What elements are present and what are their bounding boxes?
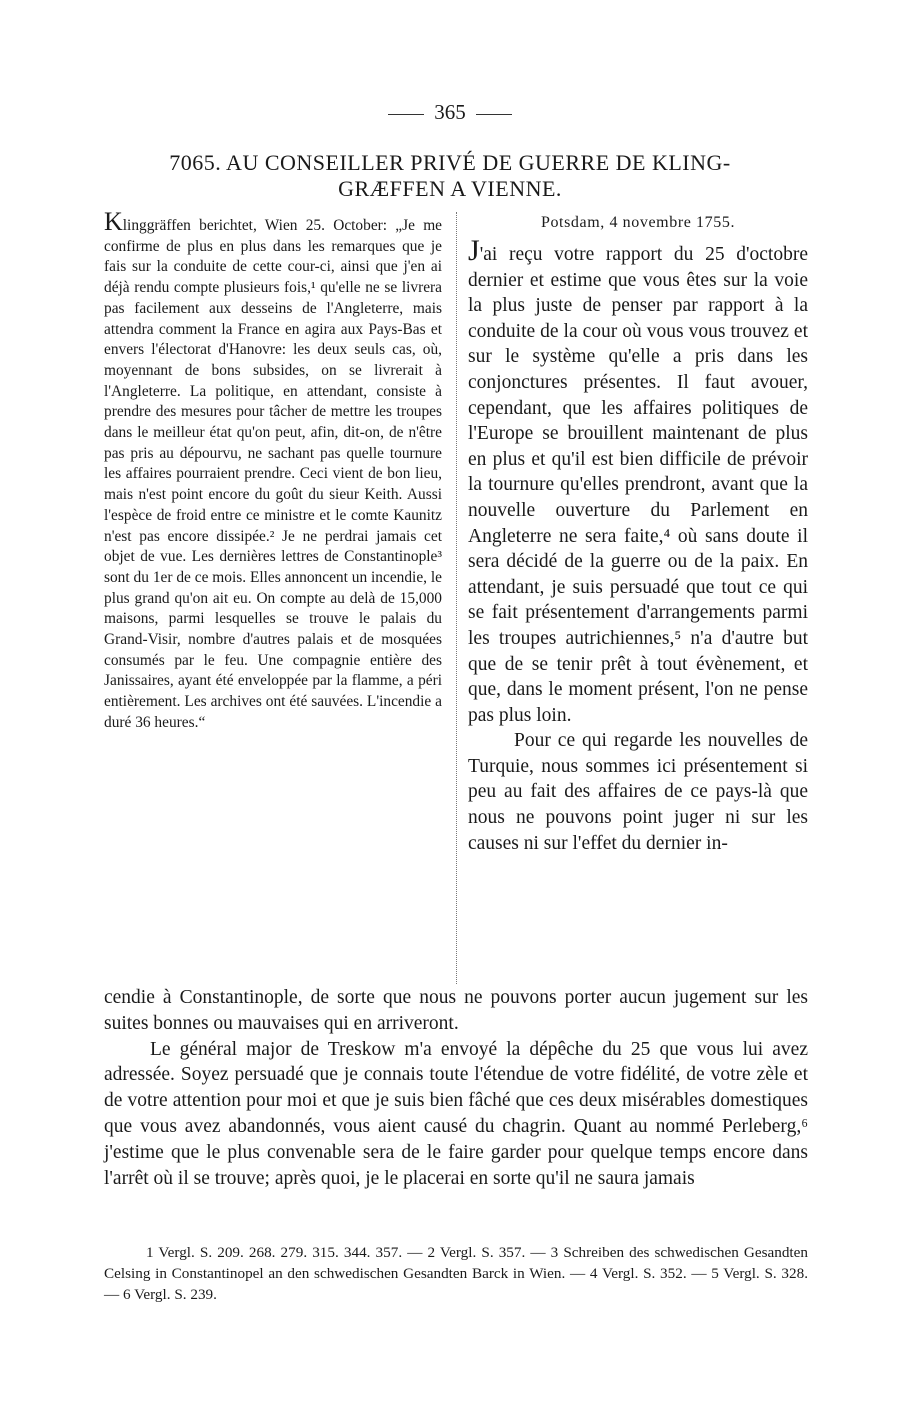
page-number-dash-left xyxy=(388,114,424,115)
letter-paragraph-1 xyxy=(468,234,808,728)
letter-column xyxy=(468,212,808,856)
footnotes-text: 1 Vergl. S. 209. 268. 279. 315. 344. 357. — 2 Vergl. S. 357. — 3 Schreiben des schwedischen Gesandten Celsing in Constantinopel an den schwedischen Gesandten Barck in Wien. — 4 Vergl. S. 352. — 5 Vergl. S. 328. — 6 Vergl. S. 239. xyxy=(104,1244,808,1303)
document-heading xyxy=(120,150,780,202)
heading-line-2: GRÆFFEN A VIENNE. xyxy=(338,176,562,201)
summary-initial: K xyxy=(104,207,123,236)
letter-initial: J xyxy=(468,234,480,267)
dateline: Potsdam, 4 novembre 1755. xyxy=(540,214,736,231)
letter-paragraph-2-continued: cendie à Constantinople, de sorte que nous ne pouvons porter aucun jugement sur les suites bonnes ou mauvaises qui en arriveront. xyxy=(104,987,808,1034)
letter-paragraph-1-text: 'ai reçu votre rapport du 25 d'octobre dernier et estime que vous êtes sur la voie la plus juste de penser par rapport à la conduite de la cour où vous vous trouvez et sur le système qu'elle a pris dans les conjonctures présentes. Il faut avouer, cependant, que les affaires politiques de l'Europe se brouillent maintenant de plus en plus et qu'il est bien difficile de prévoir la tournure qu'elles prendront, avant que la nouvelle ouverture du Parlement en Angleterre ne sera faite,⁴ où sans doute il sera décidé de la guerre ou de la paix. En attendant, je suis persuadé que tout ce qui se fait présentement d'arrangements parmi les troupes autrichiennes,⁵ n'a d'autre but que de se tenir prêt à tout évènement, et que, dans le moment présent, l'on ne pense pas plus loin. xyxy=(468,244,808,726)
page-number-text: 365 xyxy=(434,100,466,124)
page-number-dash-right xyxy=(476,114,512,115)
footnotes xyxy=(104,1242,808,1305)
column-divider xyxy=(456,212,457,984)
page-number xyxy=(0,100,900,125)
letter-paragraph-2: Pour ce qui regarde les nouvelles de Turquie, nous sommes ici présentement si peu au fait des affaires de ce pays-là que nous ne pouvons point juger ni sur les causes ni sur l'effet du dernier in- xyxy=(468,730,808,854)
heading-line-1: 7065. AU CONSEILLER PRIVÉ DE GUERRE DE KLING- xyxy=(169,150,731,175)
report-summary xyxy=(104,207,442,734)
letter-paragraph-3: Le général major de Treskow m'a envoyé la dépêche du 25 que vous lui avez adressée. Soyez persuadé que je connais toute l'étendue de votre fidélité, de votre zèle et de votre attention pour moi et que je suis bien fâché que ces deux misérables domestiques que vous avez abandonnés, vous aient causé du chagrin. Quant au nommé Perleberg,⁶ j'estime que le plus convenable sera de le faire garder pour quelque temps encore dans l'arrêt où il se trouve; après quoi, je le placerai en sorte qu'il ne saura jamais xyxy=(104,1038,808,1189)
summary-text: linggräffen berichtet, Wien 25. October: „Je me confirme de plus en plus dans les remarques que je fais sur la conduite de cette cour-ci, ainsi que j'en ai déjà rendu compte plusieurs fois,¹ qu'elle ne se livrera pas facilement aux desseins de l'Angleterre, mais attendra comment la France en agira aux Pays-Bas et envers l'électorat d'Hanovre: les deux seuls cas, où, moyennant de bons subsides, on se livrerait à l'Angleterre. La politique, en attendant, consiste à prendre des mesures pour tâcher de mettre les troupes dans le meilleur état qu'on peut, afin, dit-on, de n'être pas pris au dépourvu, ne sachant pas quelle tournure les affaires pourraient prendre. Ceci vient de bon lieu, mais n'est point encore du goût du sieur Keith. Aussi l'espèce de froid entre ce ministre et le comte Kaunitz n'est pas encore dissipée.² Je ne perdrai jamais cet objet de vue. Les dernières lettres de Constantinople³ sont du 1er de ce mois. Elles annoncent un incendie, le plus grand qu'on ait eu. On compte au delà de 15,000 maisons, parmi lesquelles se trouve le palais du Grand-Visir, nombre d'autres palais et de mosquées consumés par le feu. Une compagnie entière des Janissaires, ayant été enveloppée par la flamme, a péri entièrement. Les archives ont été sauvées. L'incendie a duré 36 heures.“ xyxy=(104,217,442,731)
summary-paragraph xyxy=(104,207,442,734)
letter-continuation xyxy=(104,985,808,1191)
